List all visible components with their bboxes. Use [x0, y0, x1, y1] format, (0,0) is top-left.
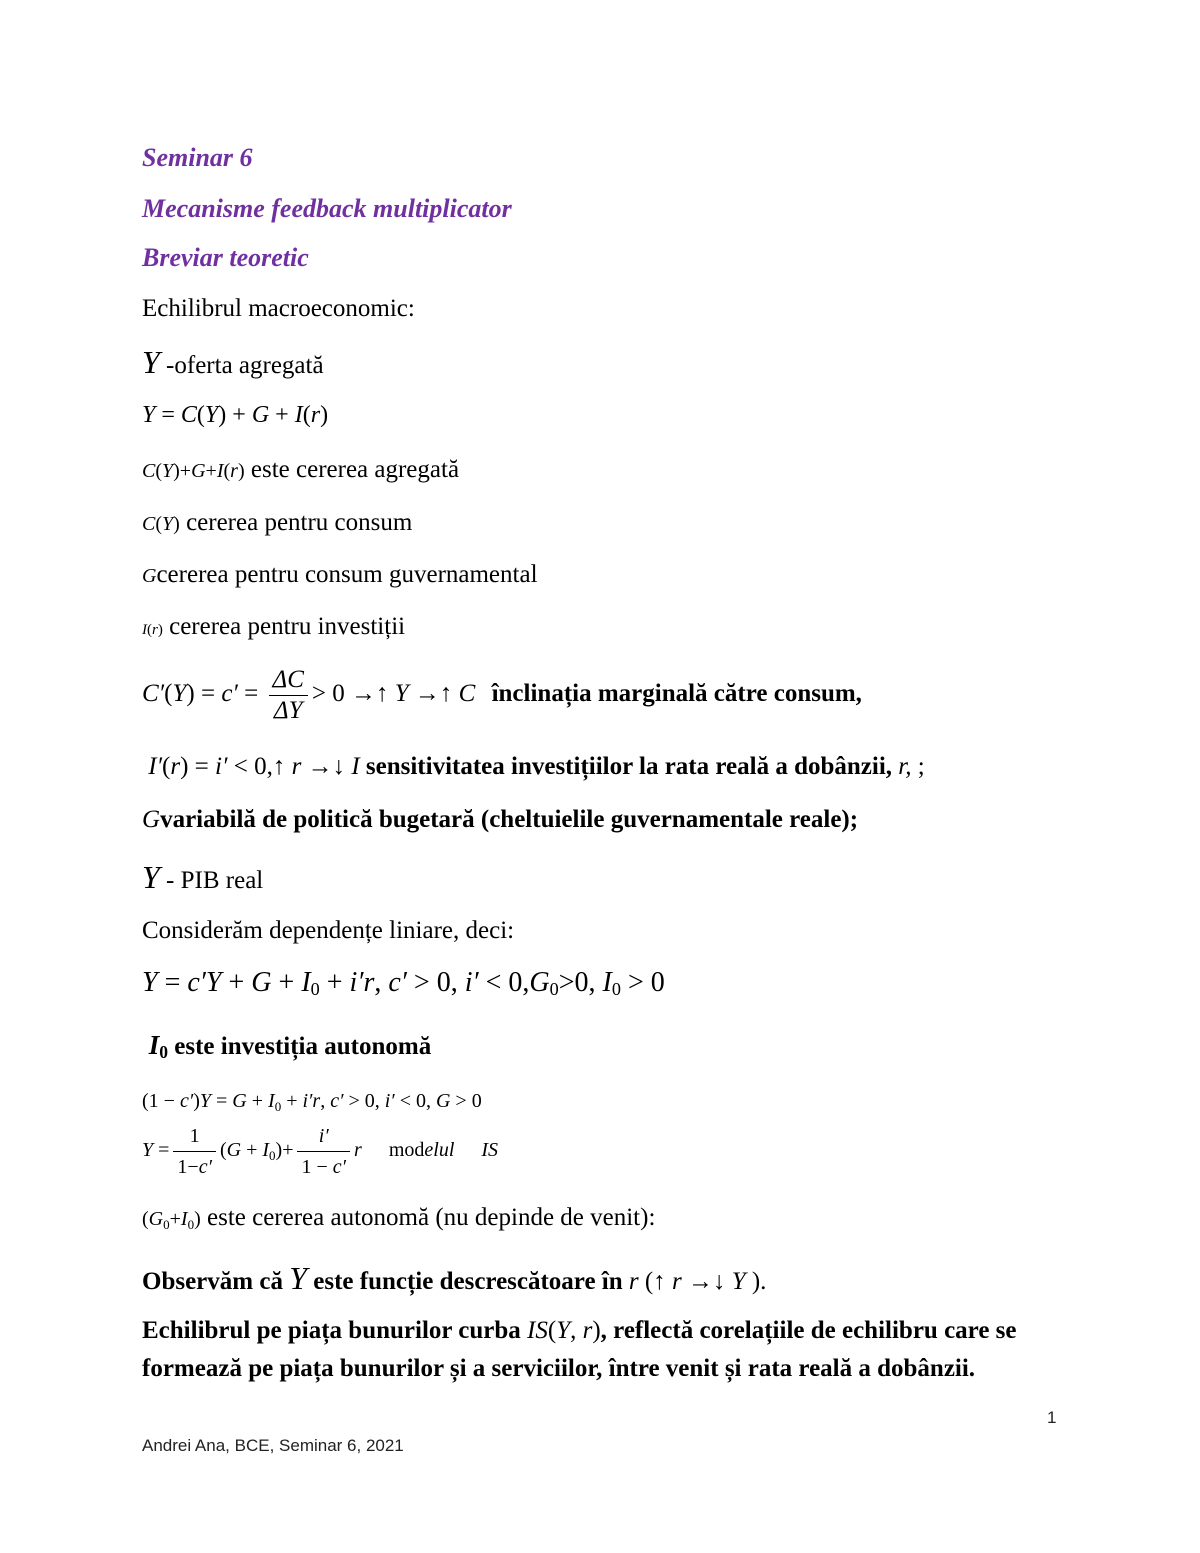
formula-y: Y [142, 344, 160, 380]
cerere-guv-line [142, 560, 538, 591]
formula-cerere: C(Y)+G+I(r) [142, 460, 245, 482]
fraction-multiplier: $\frac{1}{1-c'}$ [173, 1121, 216, 1182]
observam-text: Observăm că [142, 1268, 290, 1295]
oferta-line [142, 344, 324, 381]
formula-is-yr: IS(Y, r) [527, 1317, 601, 1344]
cerere-consum-text: cererea pentru consum [186, 509, 413, 536]
echilibrul-piata-text-2: , reflectă corelațiile de echilibru care se [600, 1317, 1017, 1344]
formula-i0: $I_0$ [142, 1030, 169, 1062]
pib-text: - PIB real [159, 867, 264, 894]
echilibrul-piata-line-2: formează pe piața bunurilor și a serviciilor, între venit și rata reală a dobânzii. [142, 1355, 976, 1382]
formula-derivative-c: C′(Y) = c′ = [142, 680, 265, 707]
equation-solved: $(1 - c')Y = G + I_0 + i'r$, c′ > 0, i′ < 0, G > 0 [142, 1090, 482, 1114]
pib-line [142, 859, 264, 896]
variabila-line [142, 805, 858, 835]
fraction-investment: $\frac{i'}{1 - c'}$ [297, 1121, 350, 1182]
functie-text: este funcție descrescătoare în [307, 1268, 629, 1295]
cerere-agregata-line [142, 455, 459, 486]
formula-ir: I(r) [142, 622, 163, 638]
echilibrul-piata-line-1 [142, 1316, 1017, 1346]
sensitivitatea-line: I′(r) = i′ < 0,↑ r →↓ I sensitivitatea investițiilor la rata reală a dobânzii, r, ; [142, 753, 925, 780]
cerere-consum-line [142, 508, 412, 539]
formula-g: G [142, 565, 157, 587]
formula-y3: Y [289, 1260, 307, 1296]
breviar-heading: Breviar teoretic [142, 243, 309, 272]
inclinatia-text: înclinația marginală către consum, [491, 680, 862, 707]
cerere-inv-line [142, 612, 405, 645]
cerere-agregata-text: este cererea agregată [250, 456, 460, 483]
sensitivitatea-text: sensitivitatea investițiilor la rata reală a dobânzii, [365, 753, 893, 780]
equation-main: Y = C(Y) + G + I(r) [142, 402, 329, 428]
page-number: 1 [1047, 1408, 1057, 1427]
section-title: Mecanisme feedback multiplicator [142, 194, 512, 223]
formula-g0-i0: $(G_0+I_0)$ [142, 1208, 201, 1232]
cerere-autonoma-text: este cererea autonomă (nu depinde de venit): [207, 1204, 656, 1231]
variabila-text: variabilă de politică bugetară (cheltuielile guvernamentale reale); [160, 806, 859, 833]
formula-derivative-i: I′(r) = i′ < 0,↑ r →↓ I [142, 753, 360, 780]
footer-author: Andrei Ana, BCE, Seminar 6, 2021 [142, 1436, 404, 1455]
modelul-label: modelul [388, 1139, 455, 1161]
is-label: IS [481, 1139, 499, 1161]
formula-g2: G [142, 806, 161, 833]
fraction-delta: $\frac{\Delta C}{\Delta Y}$ [269, 665, 308, 726]
formula-is: Y = [142, 1139, 170, 1161]
formula-cy: C(Y) [142, 513, 180, 535]
oferta-text: -oferta agregată [159, 352, 324, 379]
echilibrul-piata-text-1: Echilibrul pe piața bunurilor curba [142, 1317, 528, 1344]
equation-linear: $Y = c'Y + G + I_0 + i'r$, c′ > 0, $i' < 0,G_0>0$, $I_0 > 0$ [142, 967, 665, 999]
observam-line [142, 1260, 767, 1297]
cerere-guv-text: cererea pentru consum guvernamental [156, 561, 538, 588]
formula-y2: Y [142, 859, 160, 895]
consideram-line: Considerăm dependențe liniare, deci: [142, 917, 515, 944]
cerere-inv-text: cererea pentru investiții [169, 613, 406, 640]
cerere-autonoma-line [142, 1203, 655, 1240]
inv-autonoma-line [142, 1030, 431, 1067]
seminar-title: Seminar 6 [142, 143, 253, 172]
echilibrul-line: Echilibrul macroeconomic: [142, 295, 415, 322]
inv-autonoma-text: este investiția autonomă [168, 1033, 432, 1060]
inclinatia-line: C′(Y) = c′ = $\frac{\Delta C}{\Delta Y}$ > 0 →↑ Y →↑ C înclinația marginală către consum, [142, 665, 862, 724]
formula-r: r, [898, 753, 912, 780]
formula-arrow-chain: r (↑ r →↓ Y ). [628, 1268, 767, 1295]
is-model-line: Y = $\frac{1}{1-c'}$ $(G + I_0)+$ $\frac{i'}{1 - c'}$ r modelul IS [142, 1118, 498, 1188]
